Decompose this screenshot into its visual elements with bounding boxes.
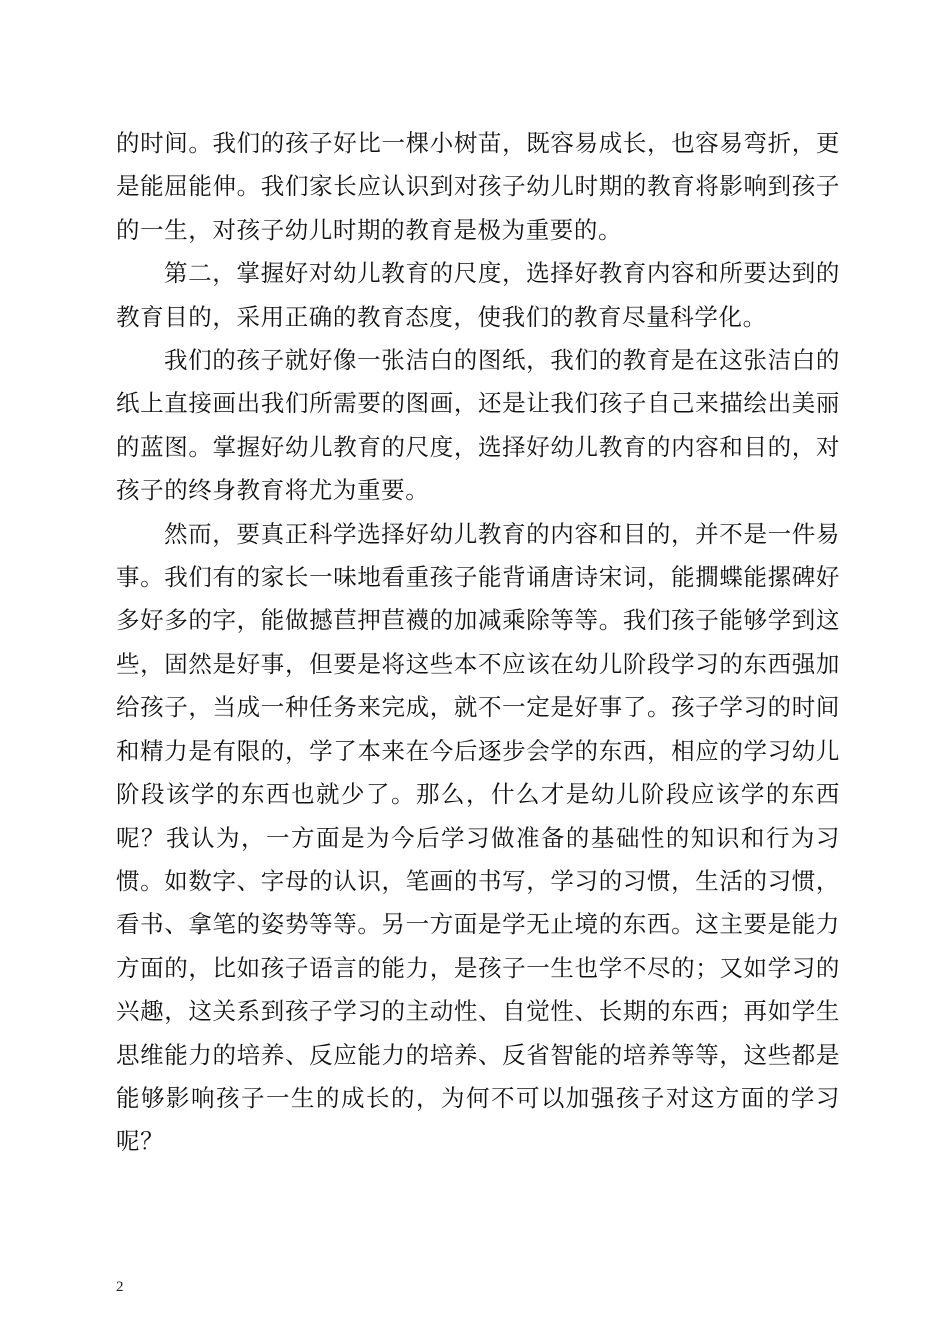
body-text (116, 122, 840, 1164)
paragraph-1: 的时间。我们的孩子好比一棵小树苗，既容易成长，也容易弯折，更是能屈能伸。我们家长应认识到对孩子幼儿时期的教育将影响到孩子的一生，对孩子幼儿时期的教育是极为重要的。 (116, 129, 840, 244)
page-number: 2 (116, 1279, 124, 1295)
paragraph-3: 我们的孩子就好像一张洁白的图纸，我们的教育是在这张洁白的纸上直接画出我们所需要的图画，还是让我们孩子自己来描绘出美丽的蓝图。掌握好幼儿教育的尺度，选择好幼儿教育的内容和目的，对孩子的终身教育将尤为重要。 (116, 346, 840, 505)
paragraph-4: 然而，要真正科学选择好幼儿教育的内容和目的，并不是一件易事。我们有的家长一味地看重孩子能背诵唐诗宋词，能撊蝶能摞碑好多好多的字，能做撼苣押苣襪的加减乘除等等。我们孩子能够学到这些，固然是好事，但要是将这些本不应该在幼儿阶段学习的东西强加给孩子，当成一种任务来完成，就不一定是好事了。孩子学习的时间和精力是有限的，学了本来在今后逐步会学的东西，相应的学习幼儿阶段该学的东西也就少了。那么，什么才是幼儿阶段应该学的东西呢？我认为，一方面是为今后学习做准备的基础性的知识和行为习惯。如数字、字母的认识，笔画的书写，学习的习惯，生活的习惯，看书、拿笔的姿势等等。另一方面是学无止境的东西。这主要是能力方面的，比如孩子语言的能力，是孩子一生也学不尽的；又如学习的兴趣，这关系到孩子学习的主动性、自觉性、长期的东西；再如学生思维能力的培养、反应能力的培养、反省智能的培养等等，这些都是能够影响孩子一生的成长的，为何不可以加强孩子对这方面的学习呢？ (116, 519, 840, 1156)
paragraph-2: 第二，掌握好对幼儿教育的尺度，选择好教育内容和所要达到的教育目的，采用正确的教育态度，使我们的教育尽量科学化。 (116, 259, 840, 331)
